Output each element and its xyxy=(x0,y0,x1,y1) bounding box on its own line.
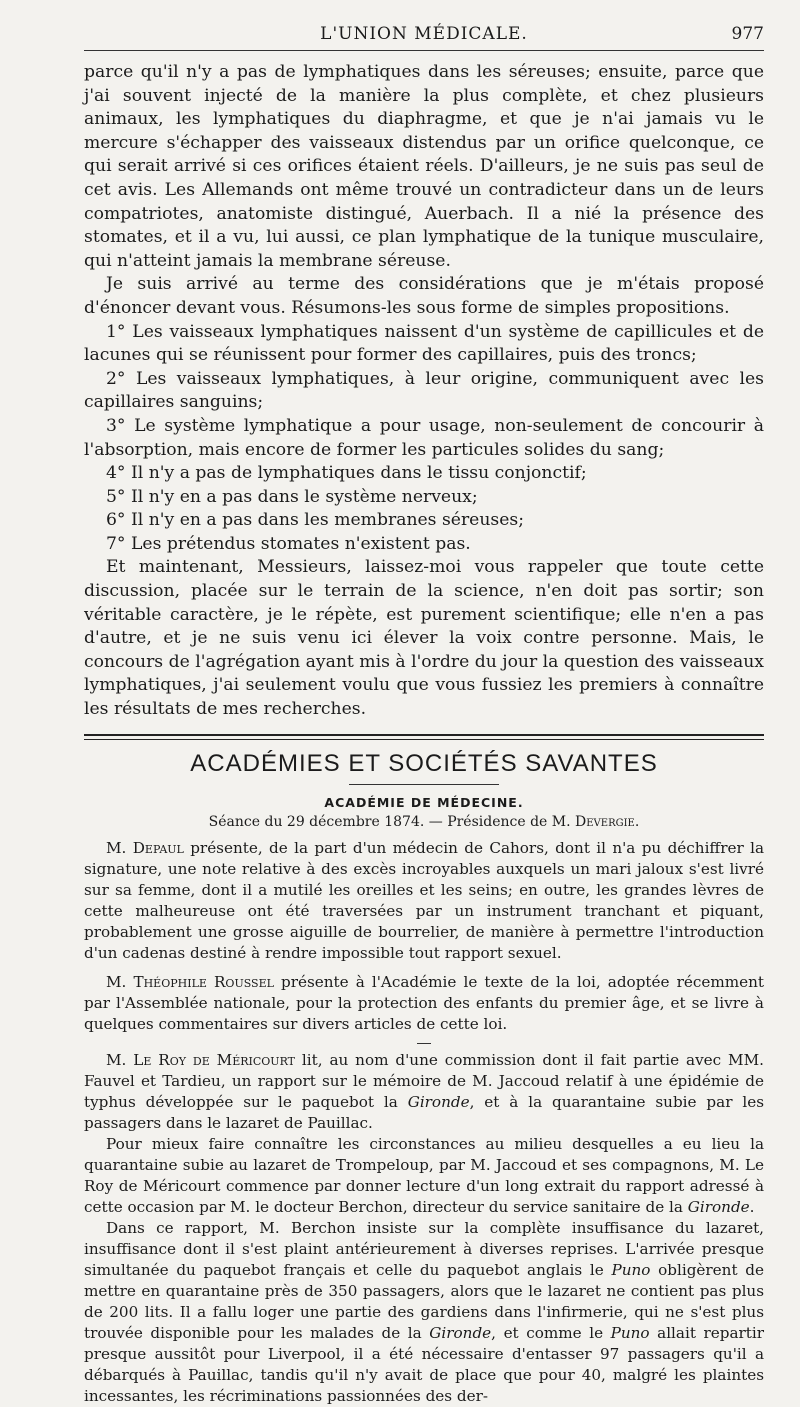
minutes-paragraph xyxy=(84,838,764,964)
minutes-body xyxy=(84,838,764,1407)
minutes-text: allait repartir presque aussitôt pour Liverpool, il a été nécessaire d'entasser 97 passagers qu'il a débarqués à Pauillac, tandis qu'il n'y avait de place que pour 40, malgré les plaintes incessantes, les récriminations passionnées des der- xyxy=(84,1323,764,1405)
proposition-item: 4° Il n'y a pas de lymphatiques dans le tissu conjonctif; xyxy=(106,463,587,484)
proposition-item: 2° Les vaisseaux lymphatiques, à leur origine, communiquent avec les capillaires sanguins; xyxy=(84,368,764,413)
minutes-text: présente, de la part d'un médecin de Cahors, dont il n'a pu déchiffrer la signature, une note relative à des excès incroyables auxquels un mari jaloux s'est livré sur sa femme, dont il a mutilé les oreilles et les seins; en outre, les grandes lèvres de cette malheureuse ont été traversées par un instrument tranchant et piquant, probablement une grosse aiguille de bourrelier, de manière à permettre l'introduction d'un cadenas destiné à rendre impossible tout rapport sexuel. xyxy=(84,838,764,962)
minutes-paragraph xyxy=(84,972,764,1035)
ship-name: Puno xyxy=(611,1260,651,1279)
minutes-text: Pour mieux faire connaître les circonstances au milieu desquelles a eu lieu la quarantaine subie au lazaret de Trompeloup, par M. Jaccoud et ses compagnons, M. Le Roy de Méricourt commence par donner lecture d'un long extrait du rapport adressé à cette occasion par M. le docteur Berchon, directeur du service sanitaire de la xyxy=(84,1134,764,1216)
session-date: Séance du 29 décembre 1874. — Présidence de M. xyxy=(208,813,576,830)
proposition-item: 1° Les vaisseaux lymphatiques naissent d'un système de capillicules et de lacunes qui se réunissent pour former des capillaires, puis des troncs; xyxy=(84,321,764,366)
proposition-item: 5° Il n'y en a pas dans le système nerveux; xyxy=(106,486,478,507)
ship-name: Gironde xyxy=(429,1323,492,1342)
running-head xyxy=(84,24,764,51)
section-title: ACADÉMIES ET SOCIÉTÉS SAVANTES xyxy=(190,749,658,777)
minutes-text: , et comme le xyxy=(491,1323,611,1342)
section-divider xyxy=(84,734,764,740)
article-paragraph: Et maintenant, Messieurs, laissez-moi vous rappeler que toute cette discussion, placée sur le terrain de la science, n'en doit pas sortir; son véritable caractère, je le répète, est purement scientifique; elle n'en a pas d'autre, et je ne suis venu ici élever la voix contre personne. Mais, le concours de l'agrégation ayant mis à l'ordre du jour la question des vaisseaux lymphatiques, j'ai seulement voulu que vous fussiez les premiers à connaître les résultats de mes recherches. xyxy=(84,557,764,720)
ship-name: Gironde xyxy=(407,1092,470,1111)
session-period: . xyxy=(634,813,640,830)
title-rule xyxy=(349,784,499,785)
minutes-text: , et à la quarantaine subie par les passagers dans le lazaret de Pauillac. xyxy=(84,1092,765,1132)
article-body xyxy=(84,61,764,722)
session-line xyxy=(84,814,764,830)
minutes-text: obligèrent de mettre en quarantaine près de 350 passagers, alors que le lazaret ne contient pas plus de 200 lits. Il a fallu loger une partie des gardiens dans l'infirmerie, qui ne s'est plus trouvée disponible pour les malades de la xyxy=(84,1260,764,1342)
journal-title: L'UNION MÉDICALE. xyxy=(320,24,528,44)
ship-name: Gironde xyxy=(687,1197,750,1216)
article-paragraph: Je suis arrivé au terme des considérations que je m'étais proposé d'énoncer devant vous. Résumons-les sous forme de simples propositions. xyxy=(84,274,764,318)
ship-name: Puno xyxy=(610,1323,650,1342)
academy-heading: ACADÉMIE DE MÉDECINE. xyxy=(324,794,524,810)
minutes-paragraph xyxy=(84,1134,764,1218)
proposition-item: 6° Il n'y en a pas dans les membranes séreuses; xyxy=(106,510,525,531)
minutes-paragraph xyxy=(84,1218,764,1407)
speaker-name: M. Depaul xyxy=(106,838,184,857)
paragraph-separator xyxy=(417,1043,431,1044)
proposition-item: 7° Les prétendus stomates n'existent pas. xyxy=(106,533,471,554)
minutes-text: lit, au nom d'une commission dont il fait partie avec MM. Fauvel et Tardieu, un rapport sur le mémoire de M. Jaccoud relatif à une épidémie de typhus développée sur le paquebot la xyxy=(84,1050,764,1111)
proposition-item: 3° Le système lymphatique a pour usage, non-seulement de concourir à l'absorption, mais encore de former les particules solides du sang; xyxy=(84,415,764,460)
speaker-name: M. Théophile Roussel xyxy=(106,972,274,991)
article-paragraph: parce qu'il n'y a pas de lymphatiques dans les séreuses; ensuite, parce que j'ai souvent injecté de la manière la plus complète, et chez plusieurs animaux, les lymphatiques du diaphragme, et que je n'ai jamais vu le mercure s'échapper des vaisseaux distendus par un orifice quelconque, ce qui serait arrivé si ces orifices étaient réels. D'ailleurs, je ne suis pas seul de cet avis. Les Allemands ont même trouvé un contradicteur dans un de leurs compatriotes, anatomiste distingué, Auerbach. Il a nié la présence des stomates, et il a vu, lui aussi, ce plan lymphatique de la tunique musculaire, qui n'atteint jamais la membrane séreuse. xyxy=(84,62,764,271)
minutes-text: présente à l'Académie le texte de la loi, adoptée récemment par l'Assemblée nationale, pour la protection des enfants du premier âge, et se livre à quelques commentaires sur divers articles de cette loi. xyxy=(84,972,765,1033)
minutes-text: Dans ce rapport, M. Berchon insiste sur la complète insuffisance du lazaret, insuffisance dont il s'est plaint antérieurement à diverses reprises. L'arrivée presque simultanée du paquebot français et celle du paquebot anglais le xyxy=(84,1218,764,1279)
page-number: 977 xyxy=(731,24,764,44)
president-name: Devergie xyxy=(575,813,635,830)
minutes-text: . xyxy=(749,1197,755,1216)
minutes-paragraph xyxy=(84,1050,764,1134)
speaker-name: M. Le Roy de Méricourt xyxy=(106,1050,295,1069)
